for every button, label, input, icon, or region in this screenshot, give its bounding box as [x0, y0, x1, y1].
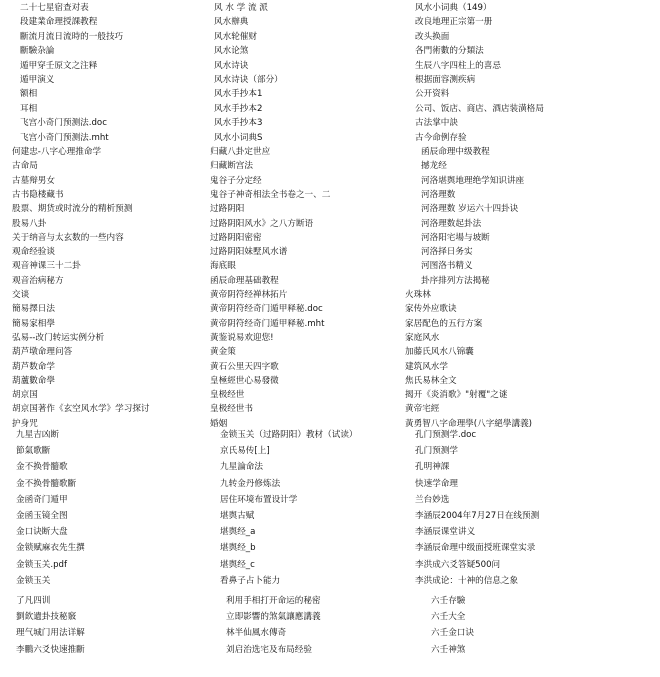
- file-item[interactable]: 簡易家相學: [12, 318, 55, 329]
- file-item[interactable]: 金函奇门遁甲: [16, 494, 68, 505]
- file-item[interactable]: 过路阴阳密密: [210, 232, 262, 243]
- file-item[interactable]: 六壬金口诀: [431, 628, 474, 639]
- file-item[interactable]: 古命局: [12, 161, 38, 172]
- file-item[interactable]: 金不换骨髓歌斷: [16, 478, 77, 489]
- file-item[interactable]: 鬼谷子分定经: [210, 175, 262, 186]
- file-item[interactable]: 过路阴阳风水》之八方断语: [210, 218, 314, 229]
- file-item[interactable]: 葫蘆數命學: [12, 375, 55, 386]
- file-item[interactable]: 黃勇智八字命理學(八字絕學講義): [405, 418, 533, 429]
- file-item[interactable]: 節氣歌斷: [16, 446, 51, 457]
- file-item[interactable]: 飞宫小奇门预测法.mht: [20, 132, 109, 143]
- file-item[interactable]: 河洛理数起卦法: [421, 218, 482, 229]
- file-item[interactable]: 劉欽遺卦技秘竅: [16, 612, 77, 623]
- file-item[interactable]: 黃鉴说易欢迎您!: [210, 332, 274, 343]
- file-item[interactable]: 家传外应歌诀: [405, 304, 457, 315]
- file-item[interactable]: 风水小词典（149）: [415, 3, 492, 13]
- file-item[interactable]: 皇极经世书: [210, 404, 253, 415]
- file-item[interactable]: 李涵辰课堂讲义: [415, 527, 476, 538]
- file-item[interactable]: 焦氏易林全文: [405, 375, 457, 386]
- file-item[interactable]: 李涵辰2004年7月27日在线预测: [415, 511, 540, 521]
- file-item[interactable]: 撼龙经: [421, 161, 447, 172]
- file-item[interactable]: 观音神课三十二卦: [12, 261, 81, 272]
- file-item[interactable]: 六壬大全: [431, 612, 466, 623]
- file-item[interactable]: 风水小词典S: [214, 132, 263, 143]
- file-item[interactable]: 了凡四训: [16, 596, 51, 606]
- file-item[interactable]: 胡京国: [12, 390, 38, 401]
- file-item[interactable]: 交谈: [12, 290, 30, 300]
- file-item[interactable]: 葫芦墩命理问答: [12, 347, 73, 358]
- file-item[interactable]: 风水诗诀（部分）: [214, 75, 283, 85]
- file-item[interactable]: 额相: [20, 89, 38, 100]
- file-item[interactable]: 关于纳音与太玄数的一些内容: [12, 232, 124, 243]
- file-item[interactable]: 胡京国著作《玄空风水学》学习探讨: [12, 404, 150, 415]
- file-item[interactable]: 海底眼: [210, 261, 236, 272]
- file-item[interactable]: 何建忠-八字心理推命学: [12, 147, 102, 157]
- file-item[interactable]: 金锁玉关（过路阴阳）教材（试读）: [220, 430, 358, 440]
- file-item[interactable]: 过路阴阳: [210, 204, 245, 215]
- file-item[interactable]: 葫芦数命学: [12, 361, 55, 372]
- file-item[interactable]: 金不换骨髓歌: [16, 462, 68, 473]
- file-item[interactable]: 李涵辰命理中级面授班课堂实录: [415, 543, 536, 554]
- file-item[interactable]: 段建業命理授課教程: [20, 17, 98, 28]
- file-item[interactable]: 古墓辩男女: [12, 175, 55, 186]
- file-item[interactable]: 风水诗诀: [214, 60, 249, 71]
- file-item[interactable]: 改头换面: [415, 31, 450, 42]
- file-item[interactable]: 过路阴阳妹墅风水谱: [210, 247, 288, 258]
- file-item[interactable]: 黄帝阴符经奇门遁甲释秘.doc: [210, 304, 323, 315]
- file-item[interactable]: 黄石公里天四字歌: [210, 361, 279, 372]
- file-item[interactable]: 生辰八字四柱上的喜忌: [415, 60, 501, 71]
- file-item[interactable]: 居住环境布置设计学: [220, 494, 298, 505]
- file-item[interactable]: 股票、期货或时流分的精析预测: [12, 204, 133, 215]
- file-item[interactable]: 理气城门用法详解: [16, 628, 85, 639]
- file-item[interactable]: 九星吉凶断: [16, 430, 59, 440]
- file-item[interactable]: 李洪成论：十神的信息之象: [415, 575, 519, 586]
- file-item[interactable]: 堪舆经_a: [220, 527, 256, 538]
- file-item[interactable]: 河洛理数 岁运六十四卦诀: [421, 204, 519, 215]
- file-item[interactable]: 孔门预测学: [415, 446, 458, 457]
- file-item[interactable]: 各門術數的分類法: [415, 46, 484, 57]
- file-item[interactable]: 建筑风水学: [405, 361, 448, 372]
- file-item[interactable]: 风 水 学 流 派: [214, 3, 268, 13]
- file-item[interactable]: 堪舆古赋: [220, 511, 255, 521]
- file-item[interactable]: 李洪成六爻答疑500问: [415, 559, 501, 570]
- file-item[interactable]: 婚姻: [210, 418, 228, 429]
- file-item[interactable]: 风水手抄本3: [214, 118, 263, 129]
- file-item[interactable]: 火珠林: [405, 290, 431, 300]
- file-item[interactable]: 遁甲演义: [20, 75, 55, 85]
- file-item[interactable]: 归藏八卦定世应: [210, 147, 271, 157]
- file-item[interactable]: 家庭风水: [405, 332, 440, 343]
- file-item[interactable]: 函辰命理基础教程: [210, 275, 279, 286]
- file-item[interactable]: 河洛阳宅場与坡断: [421, 232, 490, 243]
- file-item[interactable]: 立即影響的煞氣讓應講義: [226, 612, 321, 623]
- file-item[interactable]: 堪舆经_b: [220, 543, 256, 554]
- file-item[interactable]: 黄帝阴符经禅林拓片: [210, 290, 288, 300]
- file-item[interactable]: 观命经验谈: [12, 247, 55, 258]
- file-item[interactable]: 堪舆经_c: [220, 559, 255, 570]
- file-item[interactable]: 耳相: [20, 103, 38, 114]
- file-item[interactable]: 古今命例存验: [415, 132, 467, 143]
- file-item[interactable]: 弘易--改门转运实例分析: [12, 332, 105, 343]
- file-item[interactable]: 风水手抄本1: [214, 89, 263, 100]
- file-item[interactable]: 利用手相打开命运的秘密: [226, 596, 321, 606]
- file-item[interactable]: 河洛理数: [421, 189, 456, 200]
- file-item[interactable]: 看鼻子占卜能力: [220, 575, 281, 586]
- file-item[interactable]: 金口诀断大盘: [16, 527, 68, 538]
- file-item[interactable]: 河洛堪舆地理绝学知识讲座: [421, 175, 525, 186]
- file-item[interactable]: 风水辦典: [214, 17, 249, 28]
- file-item[interactable]: 归藏断宫法: [210, 161, 253, 172]
- file-item[interactable]: 家居配色的五行方案: [405, 318, 483, 329]
- file-item[interactable]: 古书隐楼藏书: [12, 189, 64, 200]
- file-item[interactable]: 观音治病秘方: [12, 275, 64, 286]
- file-item[interactable]: 河洛择日务实: [421, 247, 473, 258]
- file-item[interactable]: 风水论煞: [214, 46, 249, 57]
- file-item[interactable]: 京氏易传[上]: [220, 446, 270, 457]
- file-item[interactable]: 黄帝宅經: [405, 404, 440, 415]
- file-item[interactable]: 根据面容测疾病: [415, 75, 476, 85]
- file-item[interactable]: 斷驗杂論: [20, 46, 55, 57]
- file-item[interactable]: 金锁玉关.pdf: [16, 559, 68, 570]
- file-item[interactable]: 九转金丹修炼法: [220, 478, 281, 489]
- file-item[interactable]: 皇極經世心易發微: [210, 375, 279, 386]
- file-item[interactable]: 函辰命理中级教程: [421, 147, 490, 157]
- file-item[interactable]: 孔门预测学.doc: [415, 430, 477, 440]
- file-item[interactable]: 股易八卦: [12, 218, 47, 229]
- file-item[interactable]: 林半仙風水傳奇: [226, 628, 287, 639]
- file-item[interactable]: 快速学命理: [415, 478, 458, 489]
- file-item[interactable]: 公开资料: [415, 89, 450, 100]
- file-item[interactable]: 风水轮催财: [214, 31, 257, 42]
- file-item[interactable]: 黄金策: [210, 347, 236, 358]
- file-item[interactable]: 风水手抄本2: [214, 103, 263, 114]
- file-item[interactable]: 金函玉镜全图: [16, 511, 68, 521]
- file-item[interactable]: 皇极经世: [210, 390, 245, 401]
- file-item[interactable]: 李鵬六爻快速推斷: [16, 644, 85, 655]
- file-item[interactable]: 揭开《炎消歌》"射覆"之谜: [405, 390, 508, 401]
- file-item[interactable]: 遁甲穿壬原文之注释: [20, 60, 98, 71]
- file-item[interactable]: 兰台妙选: [415, 494, 450, 505]
- file-item[interactable]: 刘启治选宅及布局经验: [226, 644, 312, 655]
- file-item[interactable]: 金锁玉关: [16, 575, 51, 586]
- file-item[interactable]: 金锁赋麻衣先生撰: [16, 543, 85, 554]
- file-item[interactable]: 飞宫小奇门预测法.doc: [20, 118, 107, 129]
- file-item[interactable]: 卦序排列方法揭秘: [421, 275, 490, 286]
- file-item[interactable]: 孔明神課: [415, 462, 450, 473]
- file-item[interactable]: 鬼谷子神奇相法全书卷之一、二: [210, 189, 331, 200]
- file-item[interactable]: 护身咒: [12, 418, 38, 429]
- file-item[interactable]: 公司、饭店、商店、酒店装潢格局: [415, 103, 544, 114]
- file-item[interactable]: 加藤氏风水八锦囊: [405, 347, 474, 358]
- file-item[interactable]: 二十七星宿查对表: [20, 3, 89, 13]
- file-item[interactable]: 九星論命法: [220, 462, 263, 473]
- file-item[interactable]: 黄帝阴符经奇门遁甲释秘.mht: [210, 318, 325, 329]
- file-item[interactable]: 六壬神煞: [431, 644, 466, 655]
- file-item[interactable]: 改良地理正宗第一册: [415, 17, 493, 28]
- file-item[interactable]: 六壬存驗: [431, 596, 466, 606]
- file-item[interactable]: 斷流月流日流時的一般技巧: [20, 31, 124, 42]
- file-item[interactable]: 古法掌中訣: [415, 118, 458, 129]
- file-item[interactable]: 簡易擇日法: [12, 304, 55, 315]
- file-item[interactable]: 河图洛书精义: [421, 261, 473, 272]
